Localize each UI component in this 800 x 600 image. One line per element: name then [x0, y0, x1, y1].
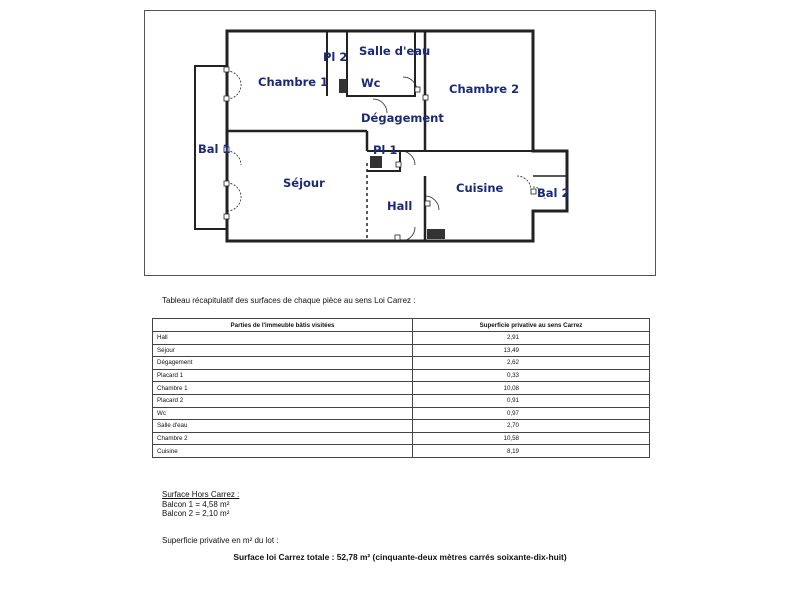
table-header-row: [153, 319, 650, 332]
table-row: [153, 344, 650, 357]
table-row: [153, 445, 650, 458]
table-row: [153, 369, 650, 382]
room-cuisine: Cuisine: [456, 181, 504, 195]
total-surface: Surface loi Carrez totale : 52,78 m² (cinquante-deux mètres carrés soixante-dix-huit): [233, 552, 567, 562]
room-surface: 10,08: [413, 382, 650, 395]
room-surface: 2,70: [413, 420, 650, 433]
table-row: [153, 407, 650, 420]
room-surface: 10,58: [413, 432, 650, 445]
room-sejour: Séjour: [283, 176, 325, 190]
hors-carrez-title: Surface Hors Carrez :: [162, 490, 240, 499]
room-chambre-1: Chambre 1: [258, 75, 329, 89]
column-header-rooms: Parties de l'immeuble bâtis visitées: [153, 319, 413, 332]
hors-carrez-section: [162, 490, 239, 519]
balcon-1-surface: Balcon 1 = 4,58 m²: [162, 499, 230, 509]
room-degagement: Dégagement: [361, 111, 444, 125]
surfaces-table: [152, 318, 650, 458]
room-name: Salle d'eau: [153, 420, 413, 433]
room-name: Cuisine: [153, 445, 413, 458]
floor-plan: [145, 11, 657, 277]
room-name: Placard 2: [153, 394, 413, 407]
table-row: [153, 432, 650, 445]
table-row: [153, 394, 650, 407]
table-row: [153, 382, 650, 395]
room-surface: 13,49: [413, 344, 650, 357]
room-surface: 0,97: [413, 407, 650, 420]
room-balcon-2: Bal 2: [537, 186, 570, 200]
room-name: Chambre 2: [153, 432, 413, 445]
room-name: Dégagement: [153, 357, 413, 370]
balcon-2-surface: Balcon 2 = 2,10 m²: [162, 509, 230, 518]
private-surface-label: Superficie privative en m² du lot :: [162, 536, 279, 545]
room-surface: 2,62: [413, 357, 650, 370]
room-surface: 8,19: [413, 445, 650, 458]
table-row: [153, 420, 650, 433]
room-name: Chambre 1: [153, 382, 413, 395]
room-hall: Hall: [387, 199, 413, 213]
room-name: Wc: [153, 407, 413, 420]
room-surface: 0,91: [413, 394, 650, 407]
room-name: Hall: [153, 332, 413, 345]
room-salle-eau: Salle d'eau: [359, 44, 431, 58]
table-row: [153, 332, 650, 345]
room-name: Séjour: [153, 344, 413, 357]
table-row: [153, 357, 650, 370]
room-balcon-1: Bal 1: [198, 142, 231, 156]
room-placard-1: Pl 1: [373, 143, 398, 157]
column-header-surface: Superficie privative au sens Carrez: [413, 319, 650, 332]
room-surface: 2,91: [413, 332, 650, 345]
table-intro: Tableau récapitulatif des surfaces de chaque pièce au sens Loi Carrez :: [162, 296, 416, 305]
room-placard-2: Pl 2: [323, 50, 348, 64]
floor-plan-frame: [144, 10, 656, 276]
room-surface: 0,33: [413, 369, 650, 382]
room-wc: Wc: [361, 76, 381, 90]
room-name: Placard 1: [153, 369, 413, 382]
room-chambre-2: Chambre 2: [449, 82, 520, 96]
